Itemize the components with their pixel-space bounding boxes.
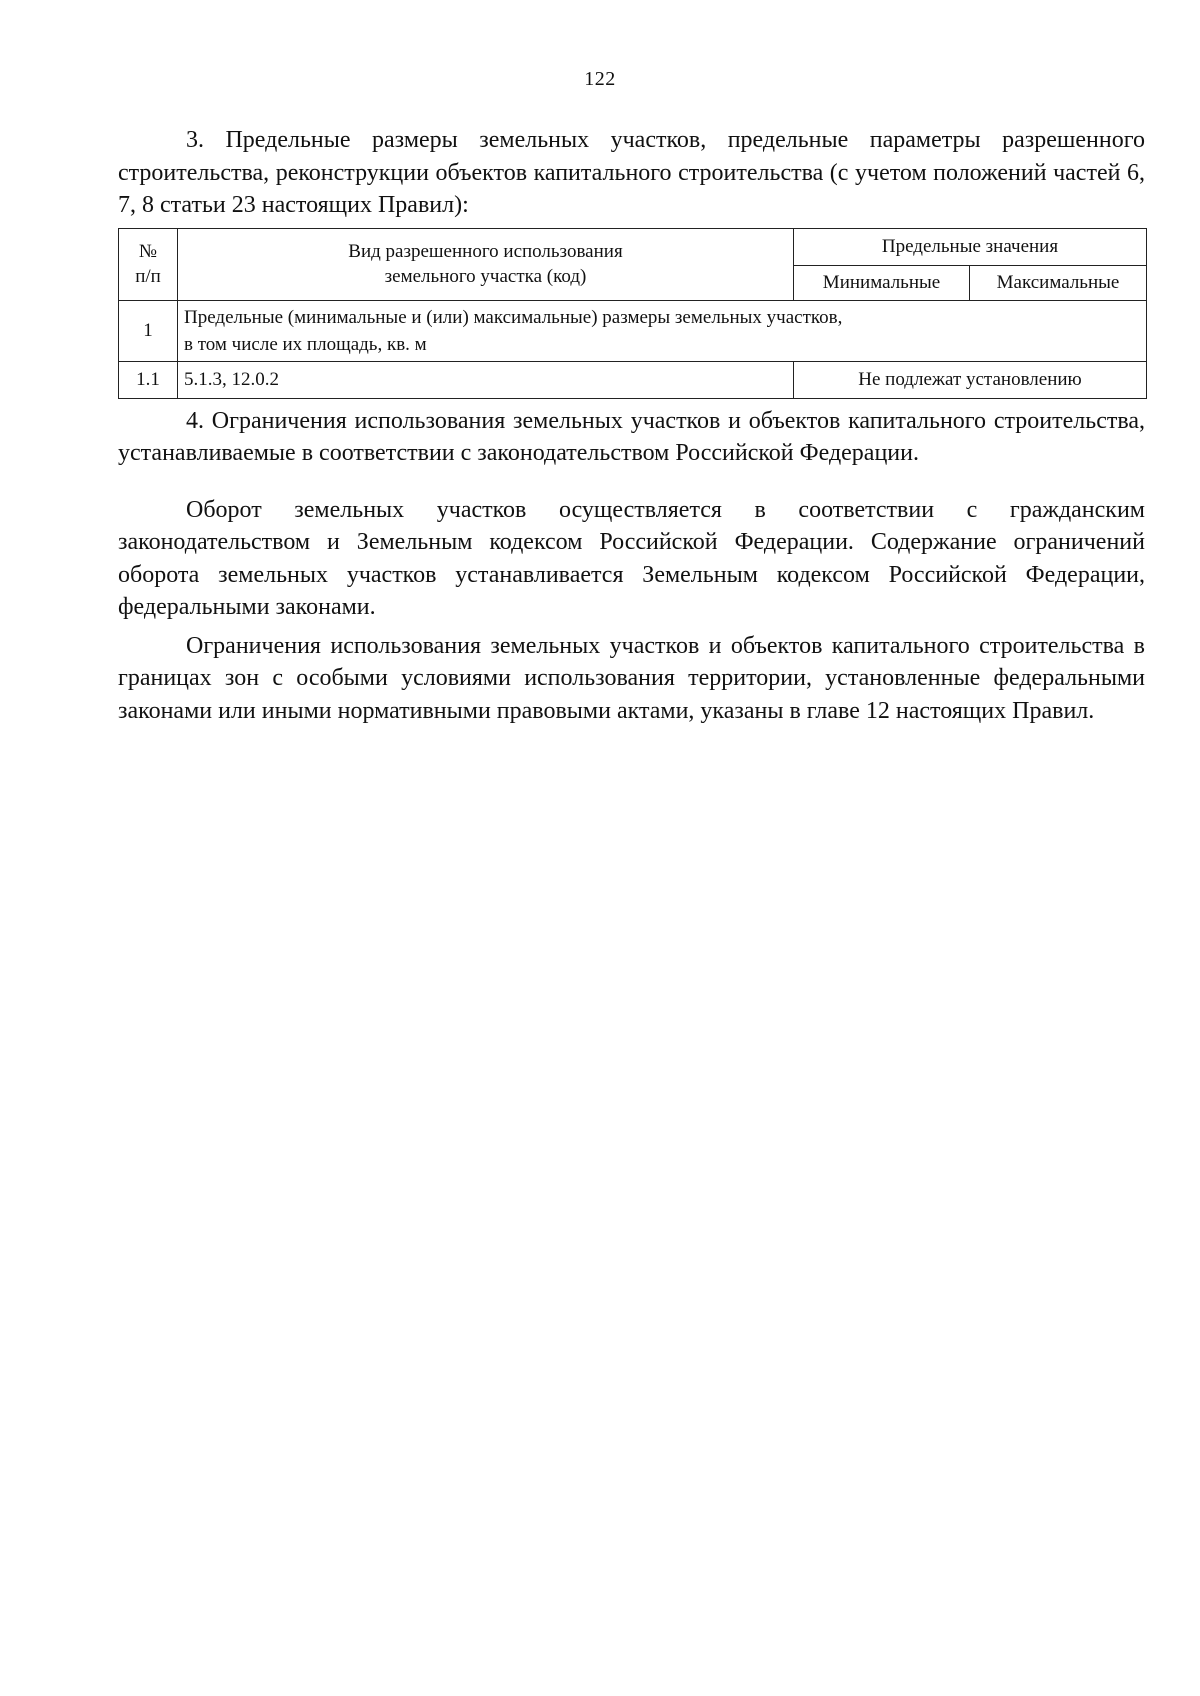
section-number-cell: 1 [119, 300, 178, 361]
document-body [118, 124, 1145, 727]
section-text-cell [178, 300, 1147, 361]
table-section-row [119, 300, 1147, 361]
row-value-cell: Не подлежат установлению [794, 361, 1147, 398]
header-kind-line1: Вид разрешенного использования [348, 241, 623, 262]
section-text-line2: в том числе их площадь, кв. м [184, 333, 427, 355]
table-row [119, 361, 1147, 398]
section-4-paragraph: 4. Ограничения использования земельных участков и объектов капитального строительства, устанавливаемые в соответствии с законодательством Российской Федерации. [118, 407, 1145, 466]
header-kind-cell [178, 228, 794, 300]
limits-table [118, 228, 1147, 399]
header-number-symbol: № [138, 241, 158, 262]
page-number: 122 [584, 68, 616, 90]
header-number-cell [119, 228, 178, 300]
section-3-paragraph: 3. Предельные размеры земельных участков, предельные параметры разрешенного строительства, реконструкции объектов капитального строительства (с учетом положений частей 6, 7, 8 статьи 23 настоящих Правил): [118, 127, 1145, 218]
table-header-row [119, 228, 1147, 265]
header-max-cell: Максимальные [970, 265, 1147, 300]
restrictions-paragraph: Ограничения использования земельных участков и объектов капитального строительства в границах зон с особыми условиями использования территории, установленные федеральными законами или иными нормативными правовыми актами, указаны в главе 12 настоящих Правил. [118, 632, 1145, 724]
row-number-cell: 1.1 [119, 361, 178, 398]
header-number-abbrev: п/п [135, 266, 161, 287]
section-text-line1: Предельные (минимальные и (или) максимальные) размеры земельных участков, [184, 306, 843, 328]
header-kind-line2: земельного участка (код) [384, 266, 587, 287]
header-min-cell: Минимальные [794, 265, 970, 300]
turnover-paragraph: Оборот земельных участков осуществляется в соответствии с гражданским законодательством и Земельным кодексом Российской Федерации. Содержание ограничений оборота земельных участков устанавливается Земельным кодексом Российской Федерации, федеральными законами. [118, 496, 1145, 620]
header-limits-cell: Предельные значения [794, 228, 1147, 265]
row-codes-cell: 5.1.3, 12.0.2 [178, 361, 794, 398]
